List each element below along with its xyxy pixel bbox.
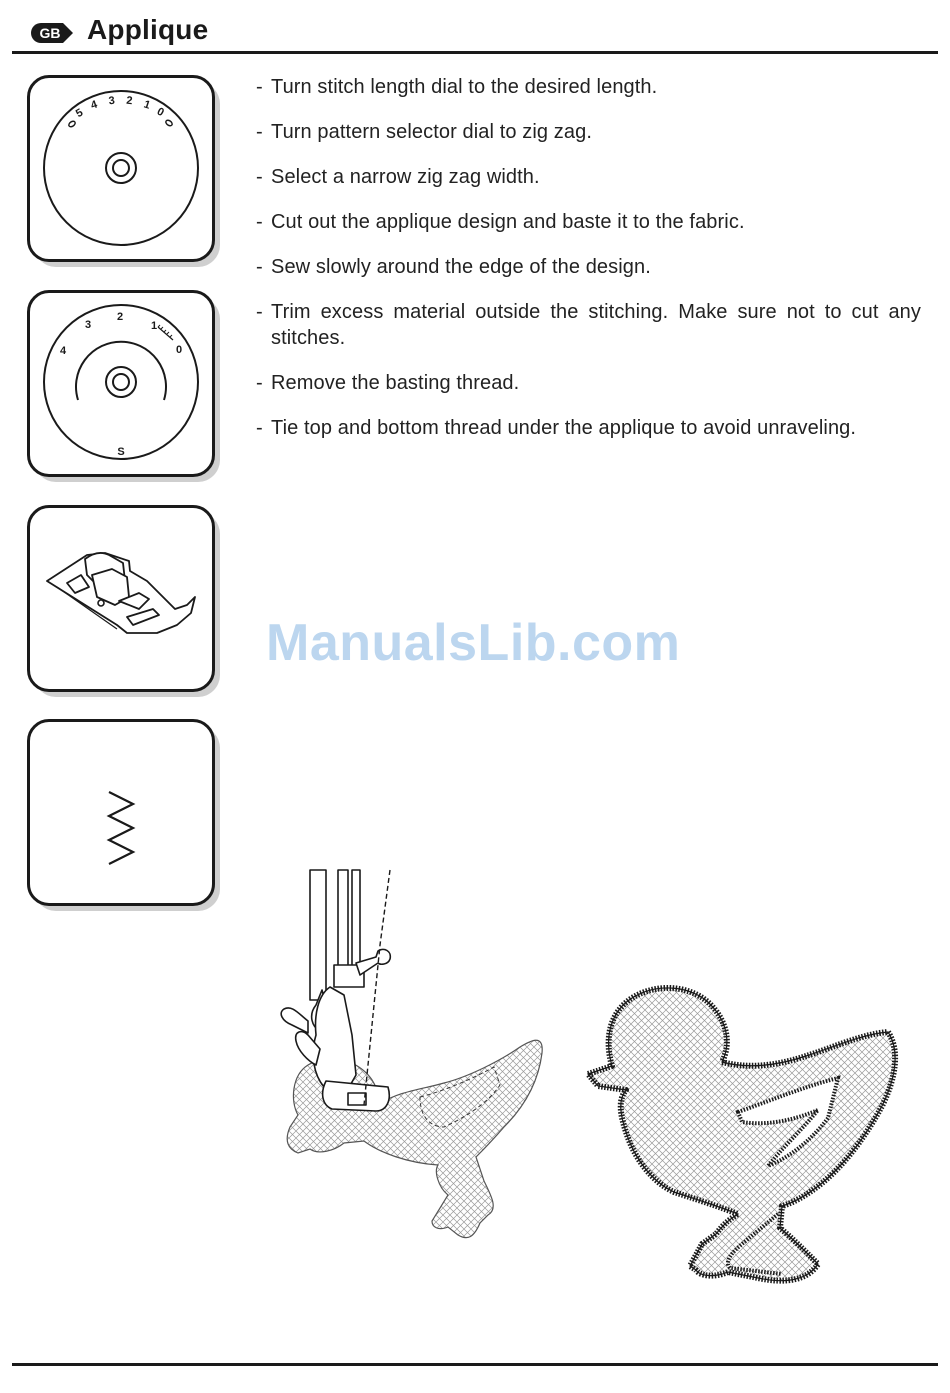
- dial-mark: 4: [89, 98, 99, 112]
- instruction-item: - Turn stitch length dial to the desired length.: [256, 76, 658, 98]
- instruction-item: - Tie top and bottom thread under the applique to avoid unraveling.: [256, 417, 857, 439]
- dial-mark-s: S: [117, 446, 125, 458]
- dial-mark: 1: [142, 98, 152, 112]
- stitch-pattern-panel: [27, 719, 215, 906]
- dial-mark: 5: [73, 106, 86, 121]
- dial-mark: 3: [108, 94, 116, 108]
- dial-mark: 4: [59, 345, 67, 357]
- dial-mark: 2: [116, 311, 124, 323]
- zigzag-presser-foot-icon: [27, 505, 215, 692]
- stitch-length-dial-panel: [27, 75, 215, 262]
- watermark: ManualsLib.com: [266, 614, 681, 672]
- stitch-width-dial-panel: [27, 290, 215, 477]
- dial-mark: 1: [150, 320, 158, 332]
- finished-applique-illustration: [582, 982, 912, 1292]
- dial-mark: 0: [154, 105, 166, 120]
- instruction-list: [256, 74, 921, 460]
- dial-mark: 3: [84, 319, 92, 331]
- dial-mark: 2: [125, 94, 133, 108]
- page-title: Applique: [87, 14, 209, 45]
- instruction-item: - Remove the basting thread.: [256, 372, 520, 394]
- language-badge-label: GB: [39, 25, 61, 41]
- presser-foot-panel: [27, 505, 215, 692]
- instruction-item: - Turn pattern selector dial to zig zag.: [256, 121, 592, 143]
- stitch-width-dial-icon: [27, 290, 215, 477]
- page-header: [0, 0, 950, 56]
- header-divider: [12, 51, 938, 54]
- stitch-length-dial-icon: [27, 75, 215, 262]
- sewing-applique-illustration: [268, 865, 558, 1285]
- instruction-item: - Trim excess material outside the stitching. Make sure not to cut any stitches.: [256, 301, 921, 349]
- zigzag-stitch-icon: [27, 719, 215, 906]
- dial-mark: 0: [175, 344, 183, 356]
- instruction-item: - Sew slowly around the edge of the design.: [256, 256, 651, 278]
- language-badge: [30, 22, 74, 44]
- footer-divider: [12, 1363, 938, 1366]
- instruction-item: - Select a narrow zig zag width.: [256, 166, 540, 188]
- instruction-item: - Cut out the applique design and baste it to the fabric.: [256, 211, 745, 233]
